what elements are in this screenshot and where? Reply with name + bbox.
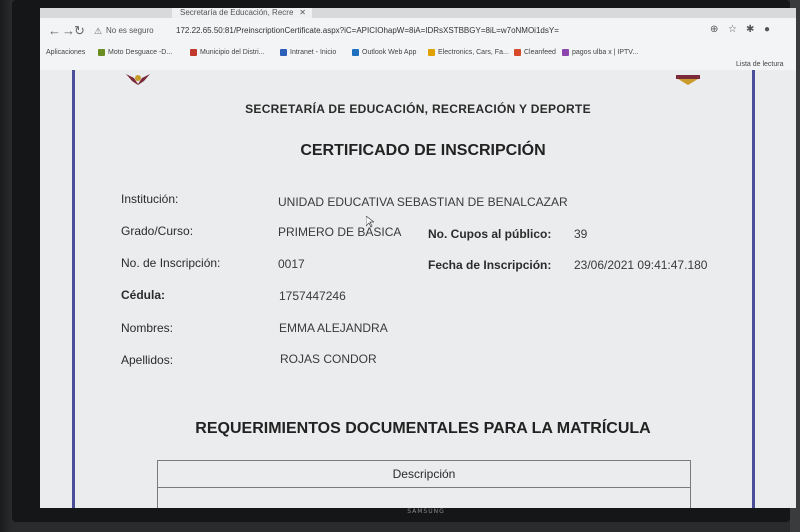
- inscripcion-label: No. de Inscripción:: [121, 256, 221, 270]
- bookmark-municipio[interactable]: [190, 49, 265, 56]
- bookmark-label: Cleanfeed: [524, 49, 556, 56]
- bookmark-intranet[interactable]: [280, 49, 336, 56]
- bookmark-favicon-icon: [190, 49, 197, 56]
- certificate-title: CERTIFICADO DE INSCRIPCIÓN: [300, 142, 546, 159]
- browser-toolbar: [40, 18, 796, 44]
- institucion-value: UNIDAD EDUCATIVA SEBASTIAN DE BENALCAZAR: [278, 195, 568, 209]
- bookmark-outlook[interactable]: [352, 49, 416, 56]
- tab-close-icon[interactable]: ✕: [299, 8, 306, 17]
- bookmark-apps[interactable]: [46, 49, 85, 56]
- cupos-label: No. Cupos al público:: [428, 227, 552, 241]
- cedula-label: Cédula:: [121, 288, 166, 302]
- back-arrow-icon[interactable]: ←: [48, 23, 61, 38]
- requirements-title: REQUERIMIENTOS DOCUMENTALES PARA LA MATRÍCULA: [195, 420, 651, 437]
- page-content: [40, 70, 796, 508]
- tab-strip: [40, 8, 796, 18]
- bookmark-cleanfeed[interactable]: [514, 49, 556, 56]
- fecha-value: 23/06/2021 09:41:47.180: [574, 258, 708, 272]
- screen: [40, 8, 796, 508]
- tab-title: Secretaría de Educación, Recre: [180, 8, 294, 17]
- zoom-icon[interactable]: ⊕: [710, 24, 719, 35]
- secretaria-heading: SECRETARÍA DE EDUCACIÓN, RECREACIÓN Y DEPORTE: [245, 102, 591, 116]
- bookmark-favicon-icon: [562, 49, 569, 56]
- bookmark-favicon-icon: [352, 49, 359, 56]
- grado-value: PRIMERO DE BASICA: [278, 225, 402, 239]
- bookmark-label: Outlook Web App: [362, 49, 417, 56]
- bookmark-moto-desguace[interactable]: [98, 49, 172, 56]
- url-text: 172.22.65.50:81/PreinscriptionCertificate.aspx?iC=APICIOhapW=8iA=IDRsXSTBBGY=8iL=w7oNMOi1dsY=: [176, 26, 559, 35]
- bookmark-favicon-icon: [98, 49, 105, 56]
- bookmark-favicon-icon: [280, 49, 287, 56]
- nombres-label: Nombres:: [121, 321, 174, 335]
- reload-icon[interactable]: ↻: [74, 23, 85, 38]
- inscripcion-value: 0017: [278, 257, 305, 271]
- bookmark-label: Intranet - Inicio: [290, 49, 337, 56]
- warning-icon: ⚠: [94, 26, 103, 36]
- bookmark-label: pagos ulba x | IPTV...: [572, 49, 639, 56]
- bookmark-label: Municipio del Distri...: [200, 49, 265, 56]
- cupos-value: 39: [574, 227, 588, 241]
- profile-avatar-icon[interactable]: ●: [764, 24, 771, 35]
- right-margin-rule: [752, 70, 755, 508]
- bookmark-favicon-icon: [428, 49, 435, 56]
- star-icon[interactable]: ☆: [728, 24, 737, 35]
- tab-active[interactable]: [172, 8, 312, 18]
- monitor-brand-logo: SAMSUNG: [407, 508, 445, 515]
- reading-list-label: Lista de lectura: [736, 61, 784, 68]
- bookmark-pagos[interactable]: [562, 49, 638, 56]
- nombres-value: EMMA ALEJANDRA: [279, 321, 388, 335]
- left-margin-rule: [72, 70, 75, 508]
- requirements-table: [157, 460, 691, 508]
- bookmark-electronics[interactable]: [428, 49, 509, 56]
- fecha-label: Fecha de Inscripción:: [428, 258, 552, 272]
- bookmarks-bar: [40, 44, 796, 71]
- forward-arrow-icon[interactable]: →: [62, 23, 75, 38]
- bookmark-label: Electronics, Cars, Fa...: [438, 49, 509, 56]
- bookmark-favicon-icon: [514, 49, 521, 56]
- grado-label: Grado/Curso:: [121, 224, 194, 238]
- apellidos-value: ROJAS CONDOR: [280, 352, 377, 366]
- cedula-value: 1757447246: [279, 289, 346, 303]
- bookmark-label: Aplicaciones: [46, 49, 86, 56]
- bookmark-reading-list[interactable]: [736, 61, 783, 68]
- security-status: No es seguro: [106, 26, 154, 35]
- background-left: [0, 0, 12, 532]
- mouse-cursor-icon: [366, 216, 374, 228]
- monitor-bezel: [12, 0, 790, 522]
- extension-puzzle-icon[interactable]: ✱: [746, 24, 755, 35]
- address-bar[interactable]: [90, 23, 690, 39]
- table-header-descripcion: Descripción: [158, 461, 690, 488]
- apellidos-label: Apellidos:: [121, 353, 174, 367]
- right-crest-icon: [674, 72, 702, 86]
- institucion-label: Institución:: [121, 192, 179, 206]
- left-crest-icon: [124, 72, 152, 86]
- bookmark-label: Moto Desguace -D...: [108, 49, 173, 56]
